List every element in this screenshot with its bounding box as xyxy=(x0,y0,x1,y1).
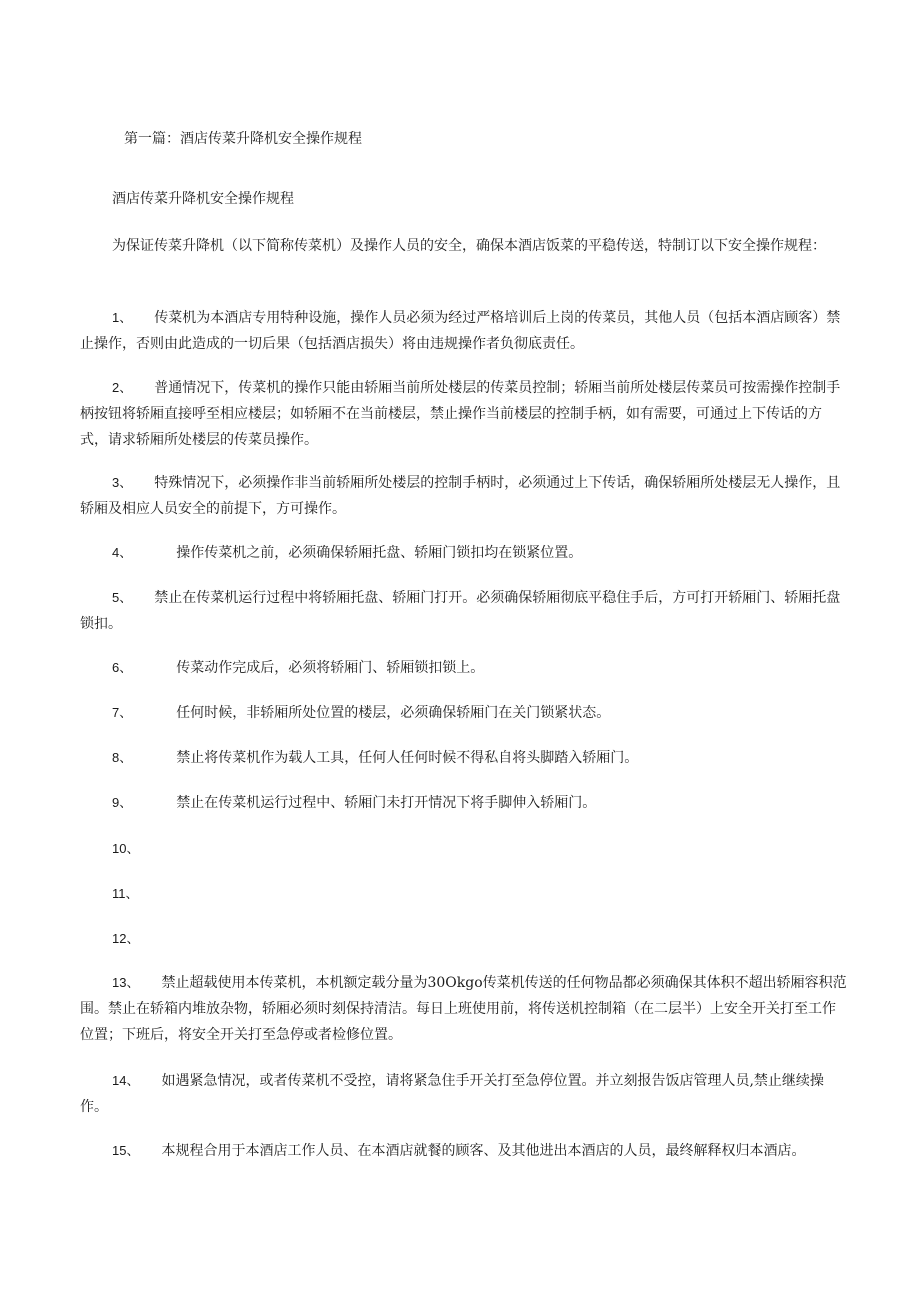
rule-number: 11、 xyxy=(112,886,139,901)
rule-number: 5、 xyxy=(112,590,133,605)
rule-text: 禁止在传菜机运行过程中、轿厢门未打开情况下将手脚伸入轿厢门。 xyxy=(176,795,597,811)
rule-text: 传菜机为本酒店专用特种设施，操作人员必须为经过严格培训后上岗的传菜员，其他人员（包括本酒店顾客）禁止操作，否则由此造成的一切后果（包括酒店损失）将由违规操作者负彻底责任。 xyxy=(80,310,841,352)
document-subtitle: 酒店传菜升降机安全操作规程 xyxy=(112,191,294,207)
rule-item-5 xyxy=(80,585,848,637)
rule-text: 禁止超载使用本传菜机，本机额定载分量为30Okgo传菜机传送的任何物品都必须确保其体积不超出轿厢容积范围。禁止在轿箱内堆放杂物，轿厢必须时刻保持清洁。每日上班使用前，将传送机控制箱（在二层半）上安全开关打至工作位置；下班后，将安全开关打至急停或者检修位置。 xyxy=(80,975,847,1043)
rule-number: 3、 xyxy=(112,475,133,490)
rule-text: 如遇紧急情况，或者传菜机不受控，请将紧急住手开关打至急停位置。并立刻报告饭店管理人员,禁止继续操作。 xyxy=(80,1073,824,1115)
intro-paragraph: 为保证传菜升降机（以下简称传菜机）及操作人员的安全，确保本酒店饭菜的平稳传送，特制订以下安全操作规程： xyxy=(112,238,826,254)
rule-number: 14、 xyxy=(112,1073,140,1088)
rule-text: 操作传菜机之前，必须确保轿厢托盘、轿厢门锁扣均在锁紧位置。 xyxy=(176,545,583,561)
rule-text: 特殊情况下，必须操作非当前轿厢所处楼层的控制手柄时，必须通过上下传话，确保轿厢所处楼层无人操作，且轿厢及相应人员安全的前提下，方可操作。 xyxy=(80,475,841,517)
rule-item-11 xyxy=(80,881,848,907)
rule-number: 2、 xyxy=(112,380,133,395)
rule-item-12 xyxy=(80,926,848,952)
rule-number: 13、 xyxy=(112,975,140,990)
rule-number: 7、 xyxy=(112,705,133,720)
rule-number: 8、 xyxy=(112,750,133,765)
rule-number: 12、 xyxy=(112,931,140,946)
rule-text: 普通情况下，传菜机的操作只能由轿厢当前所处楼层的传菜员控制；轿厢当前所处楼层传菜员可按需操作控制手柄按钮将轿厢直接呼至相应楼层；如轿厢不在当前楼层，禁止操作当前楼层的控制手柄，如有需要，可通过上下传话的方式，请求轿厢所处楼层的传菜员操作。 xyxy=(80,380,841,448)
rule-item-10 xyxy=(80,836,848,862)
rule-number: 4、 xyxy=(112,545,133,560)
rule-item-2 xyxy=(80,375,848,453)
rule-text: 禁止将传菜机作为载人工具，任何人任何时候不得私自将头脚踏入轿厢门。 xyxy=(176,750,639,766)
rule-text: 任何时候，非轿厢所处位置的楼层，必须确保轿厢门在关门锁紧状态。 xyxy=(176,705,611,721)
rule-item-13 xyxy=(80,970,848,1048)
rule-item-9 xyxy=(80,790,848,816)
rule-number: 6、 xyxy=(112,660,133,675)
rule-item-8 xyxy=(80,745,848,771)
rule-number: 9、 xyxy=(112,795,133,810)
rule-item-15 xyxy=(80,1138,848,1164)
rule-item-3 xyxy=(80,470,848,522)
rule-text: 传菜动作完成后，必须将轿厢门、轿厢锁扣锁上。 xyxy=(176,660,485,676)
rule-item-7 xyxy=(80,700,848,726)
rule-number: 1、 xyxy=(112,310,133,325)
rule-item-14 xyxy=(80,1068,848,1120)
rule-number: 15、 xyxy=(112,1143,140,1158)
rule-item-6 xyxy=(80,655,848,681)
rule-item-4 xyxy=(80,540,848,566)
page-title: 第一篇：酒店传菜升降机安全操作规程 xyxy=(124,131,362,147)
rule-text: 本规程合用于本酒店工作人员、在本酒店就餐的顾客、及其他进出本酒店的人员，最终解释权归本酒店。 xyxy=(161,1143,806,1159)
rule-item-1 xyxy=(80,305,848,357)
rule-number: 10、 xyxy=(112,841,140,856)
rule-text: 禁止在传菜机运行过程中将轿厢托盘、轿厢门打开。必须确保轿厢彻底平稳住手后，方可打开轿厢门、轿厢托盘锁扣。 xyxy=(80,590,841,632)
